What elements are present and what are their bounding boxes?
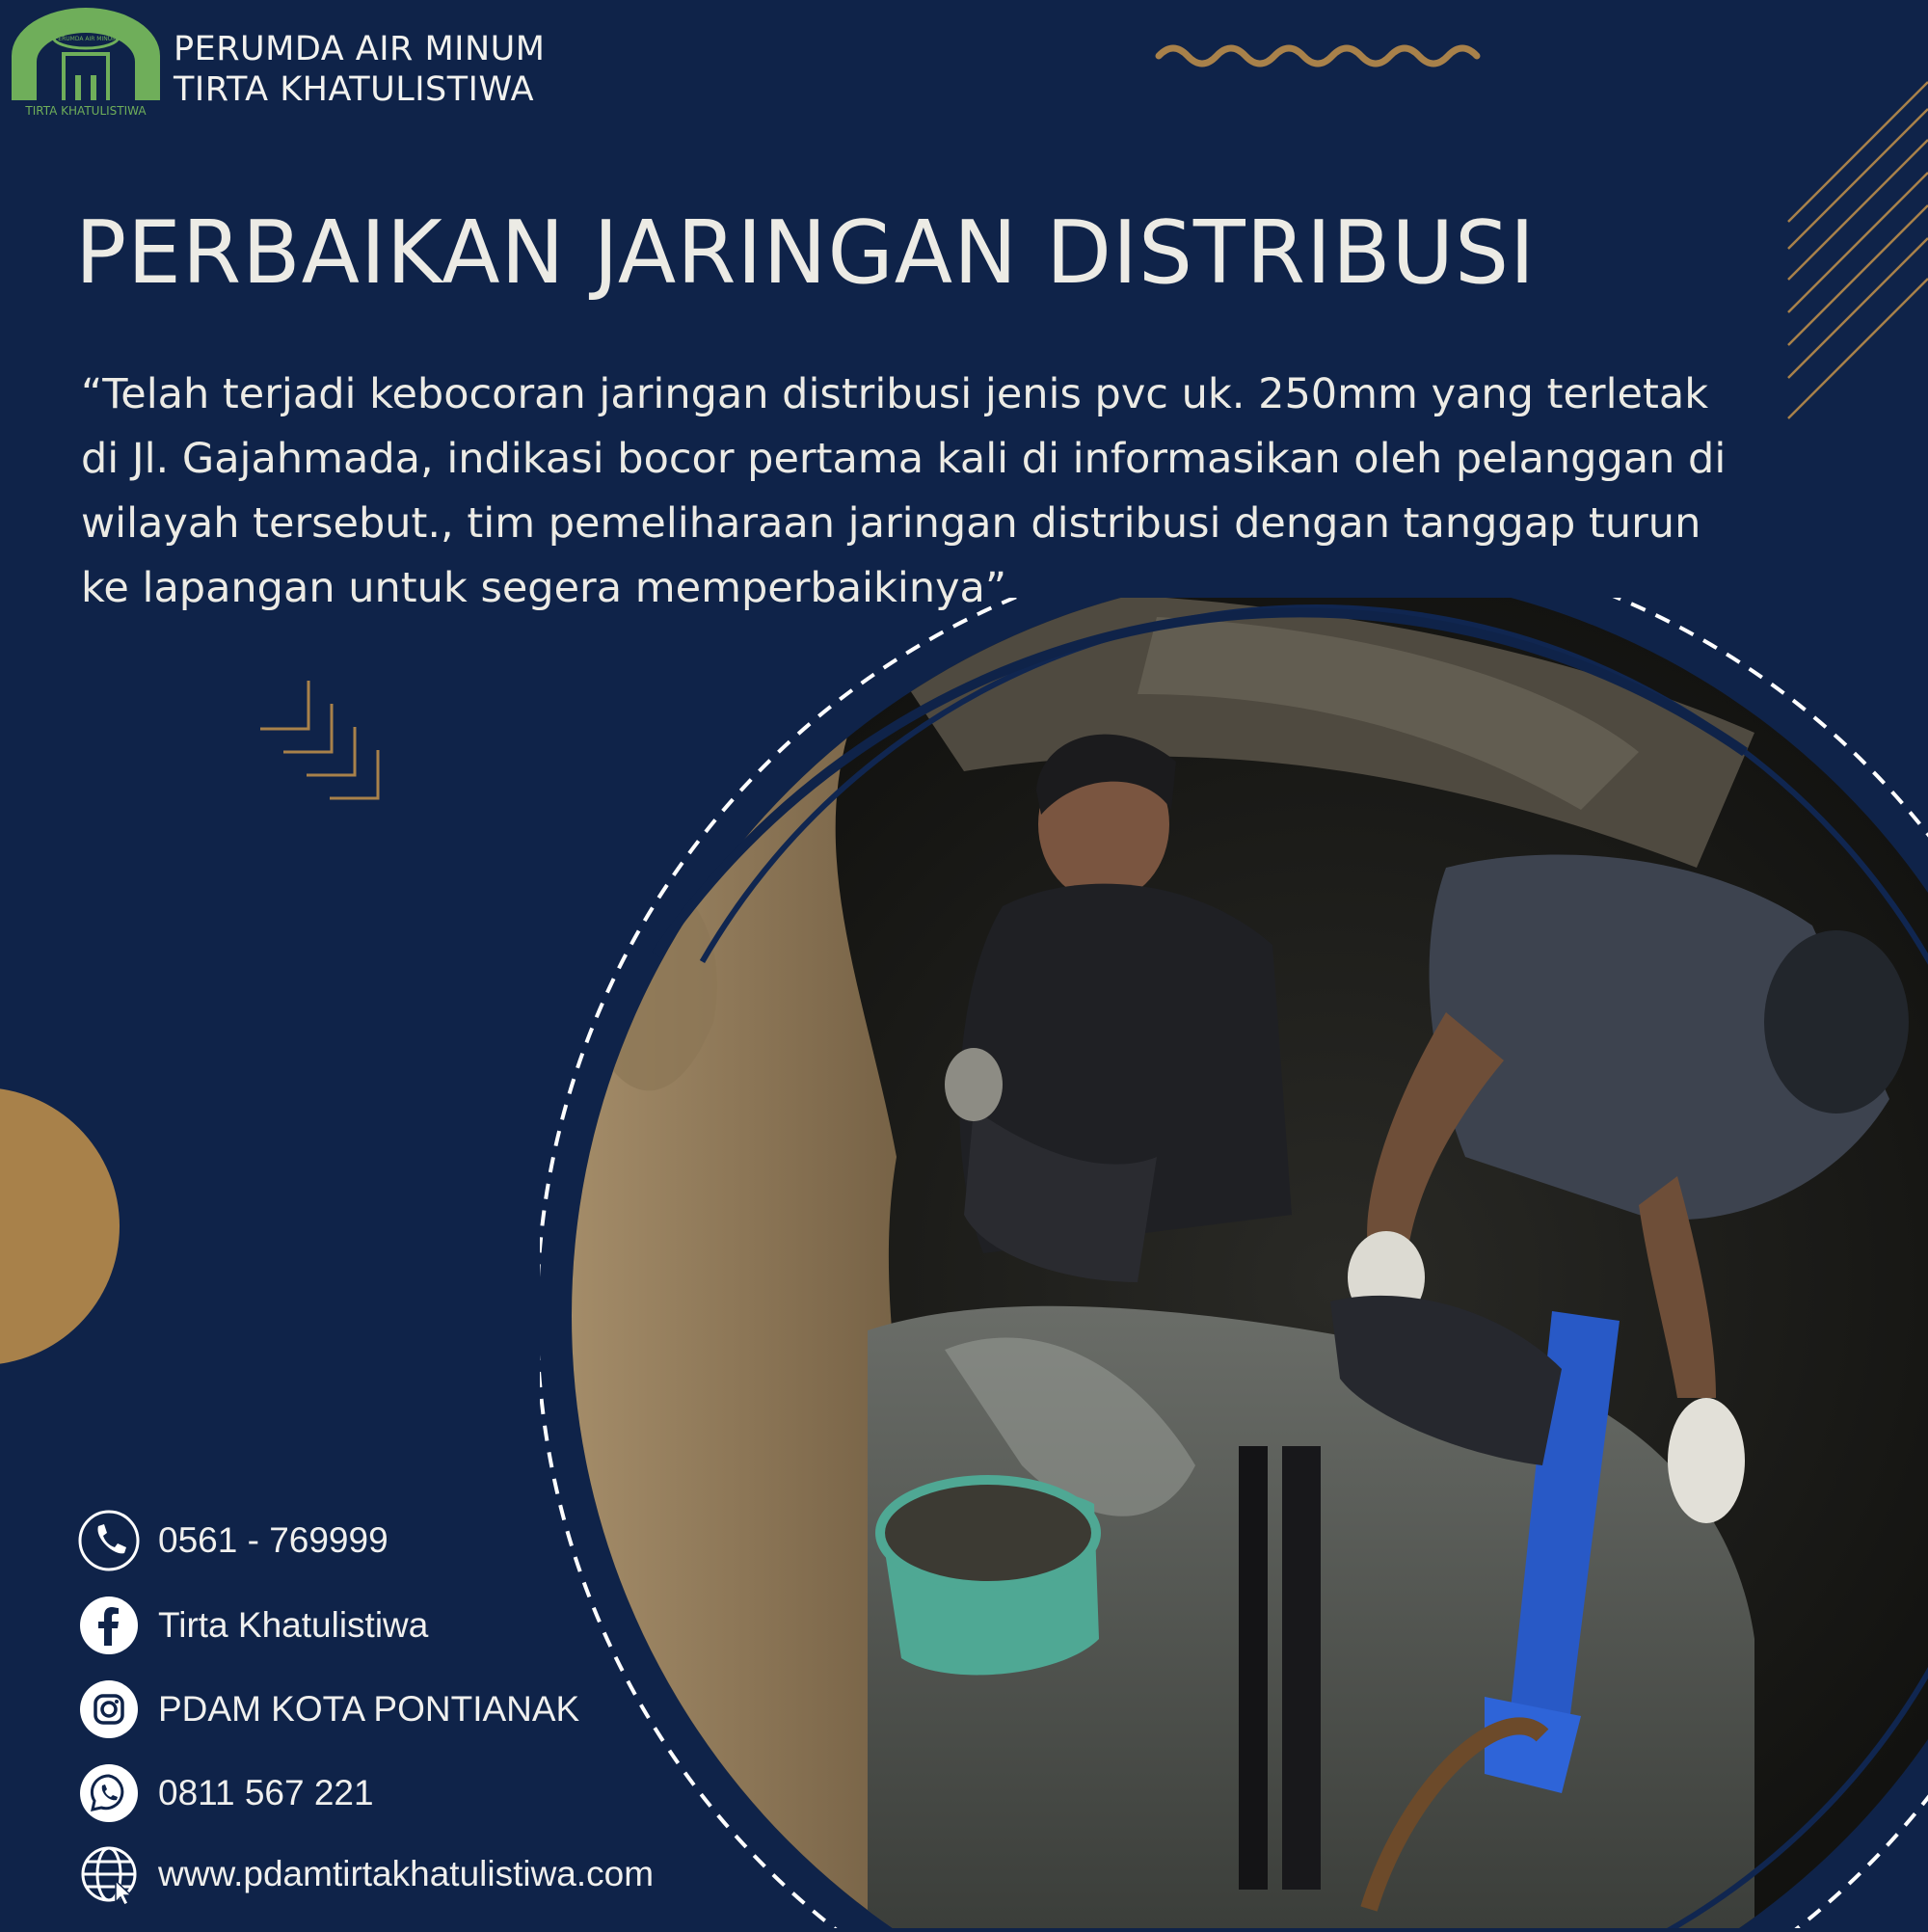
company-name <box>174 29 546 110</box>
contact-phone[interactable] <box>77 1509 388 1572</box>
quote-text: “Telah terjadi kebocoran jaringan distribusi jenis pvc uk. 250mm yang terletak di Jl. Gajahmada, indikasi bocor pertama kali di informasikan oleh pelanggan di wilayah tersebut., tim pemeliharaan jaringan distribusi dengan tanggap turun ke lapangan untuk segera memperbaikinya” <box>81 370 1727 612</box>
page-title: PERBAIKAN JARINGAN DISTRIBUSI <box>75 202 1537 304</box>
repair-photo <box>540 598 1928 1928</box>
whatsapp-icon <box>77 1761 141 1825</box>
wave-decoration <box>1159 48 1477 64</box>
company-name-line2: TIRTA KHATULISTIWA <box>174 70 535 109</box>
contact-website-text: www.pdamtirtakhatulistiwa.com <box>158 1854 655 1893</box>
company-name-line1: PERUMDA AIR MINUM <box>174 30 546 68</box>
logo-text: PERUMDA AIR MINUM <box>54 36 118 42</box>
corner-steps-decoration <box>260 681 378 798</box>
contact-website[interactable] <box>77 1842 654 1906</box>
gold-half-circle-decoration <box>0 1087 120 1365</box>
pipe-black-1 <box>1239 1446 1268 1890</box>
bucket-illustration <box>880 1480 1099 1675</box>
logo-caption: TIRTA KHATULISTIWA <box>25 104 147 118</box>
pipe-black-2 <box>1282 1446 1321 1890</box>
facebook-icon <box>77 1594 141 1657</box>
contact-whatsapp-text: 0811 567 221 <box>158 1773 374 1812</box>
diagonal-lines-decoration <box>1788 82 1928 418</box>
contact-instagram[interactable] <box>77 1677 579 1741</box>
phone-icon <box>77 1509 141 1572</box>
contact-whatsapp[interactable] <box>77 1761 374 1825</box>
brand-header <box>8 8 548 119</box>
globe-icon <box>77 1842 141 1906</box>
contact-phone-text: 0561 - 769999 <box>158 1520 388 1560</box>
repair-photo-section <box>540 598 1928 1928</box>
instagram-icon <box>77 1677 141 1741</box>
contact-facebook-text: Tirta Khatulistiwa <box>158 1605 429 1645</box>
company-logo <box>8 8 164 119</box>
contact-instagram-text: PDAM KOTA PONTIANAK <box>158 1689 580 1729</box>
contact-facebook[interactable] <box>77 1594 428 1657</box>
